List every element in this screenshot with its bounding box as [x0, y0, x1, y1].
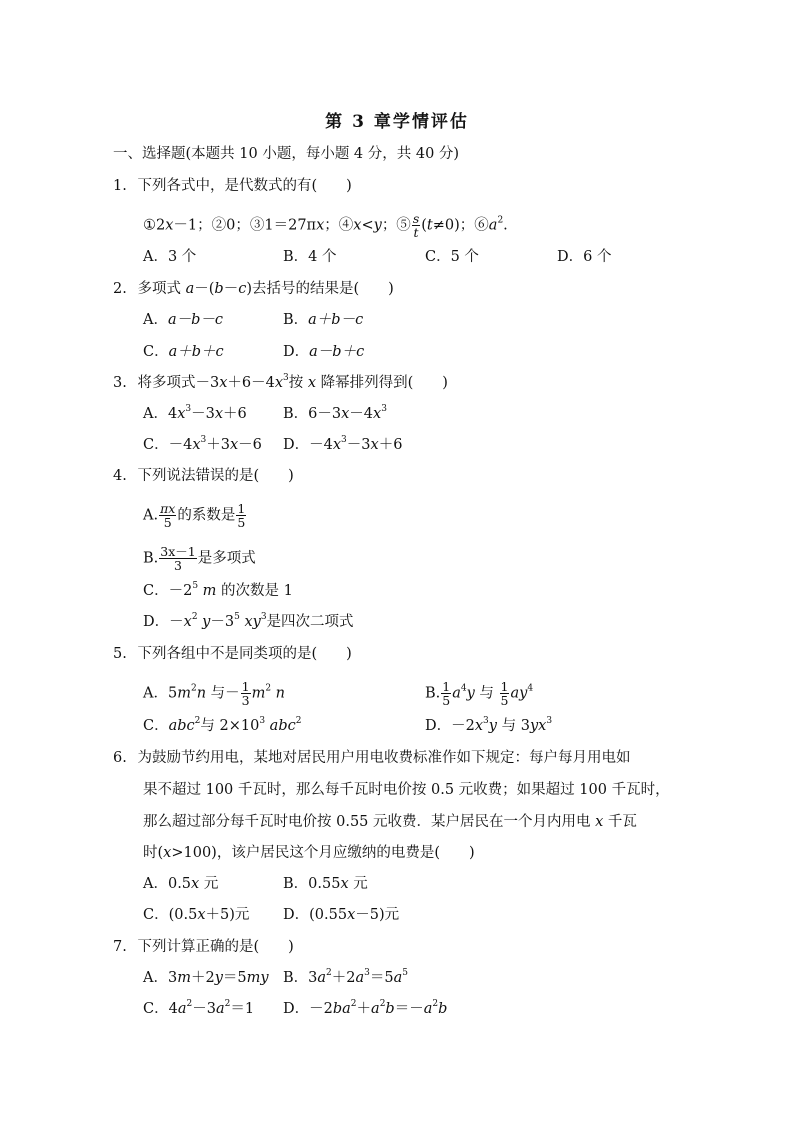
- option-b: B．4 个: [283, 249, 337, 265]
- question-6-line-4: 时(x>100)，该户居民这个月应缴纳的电费是( ): [143, 845, 475, 861]
- option-c: C．5 个: [425, 249, 479, 265]
- option-b: B．a＋b－c: [283, 312, 364, 328]
- option-b: B．$6-3x-4x^3$: [283, 404, 387, 422]
- option-c: C．$-2^5$ m 的次数是 1: [143, 581, 293, 599]
- question-7: 7. 下列计算正确的是( ): [113, 939, 294, 955]
- option-d: D．$-x^2$ $y-3^5$ $xy^3$是四次二项式: [143, 612, 354, 630]
- question-stem: 下列各式中，是代数式的有( ): [137, 178, 352, 194]
- option-d: D．a－b＋c: [283, 344, 365, 360]
- option-a: A．3m＋2y＝5my: [143, 970, 269, 986]
- option-a: A．$4x^3-3x+6$: [143, 404, 247, 422]
- fraction: $\frac{1}{5}$: [237, 501, 246, 530]
- option-d: D．$-4x^3-3x+6$: [283, 435, 403, 453]
- option-c: C．(0.5x＋5)元: [143, 907, 250, 923]
- question-6-line-3: 那么超过部分每千瓦时电价按 0.55 元收费．某户居民在一个月内用电 x 千瓦: [143, 814, 637, 830]
- option-c: C．$-4x^3+3x-6$: [143, 435, 262, 453]
- option-a: A. $\frac{\pi x}{5}$ 的系数是 $\frac{1}{5}$: [143, 501, 246, 530]
- fraction: $\frac{1}{5}$: [442, 679, 451, 708]
- option-c: C．a＋b＋c: [143, 344, 224, 360]
- option-a: A．$5m^2n$ 与－ $\frac{1}{3}$ $m^2$ n: [143, 679, 286, 708]
- option-a: A．a－b－c: [143, 312, 224, 328]
- question-1-items: ①2x－1；②0；③1＝27πx；④x<y；⑤ $\frac{s}{t}$ (t≠0)；$⑥a^2$.: [143, 211, 508, 240]
- question-6: 6. 为鼓励节约用电，某地对居民用户用电收费标准作如下规定：每户每月用电如: [113, 750, 631, 766]
- fraction: $\frac{s}{t}$: [412, 211, 420, 240]
- fraction: $\frac{3x-1}{3}$: [160, 544, 196, 573]
- option-b: B．$3a^2+2a^3=5a^5$: [283, 968, 409, 986]
- fraction: $\frac{1}{5}$: [500, 679, 509, 708]
- question-5: 5. 下列各组中不是同类项的是( ): [113, 646, 352, 662]
- question-6-line-2: 果不超过 100 千瓦时，那么每千瓦时电价按 0.5 元收费；如果超过 100 千瓦时，: [143, 782, 670, 798]
- question-4: 4. 下列说法错误的是( ): [113, 468, 294, 484]
- question-number: 1.: [113, 178, 127, 194]
- fraction: $\frac{1}{3}$: [241, 679, 250, 708]
- page-title: 第 3 章学情评估: [325, 112, 469, 132]
- option-d: D．(0.55x－5)元: [283, 907, 400, 923]
- fraction: $\frac{\pi x}{5}$: [160, 501, 176, 530]
- option-b: B. $\frac{1}{5}$ $a^4y$ 与 $\frac{1}{5}$ $ay^4$: [425, 679, 534, 708]
- option-b: B. $\frac{3x-1}{3}$ 是多项式: [143, 544, 256, 573]
- question-3: 3. 将多项式$-3x+6-4x^3$按 x 降幂排列得到( ): [113, 373, 448, 391]
- option-d: D．$-2x^3y$ 与 $3yx^3$: [425, 716, 553, 734]
- option-d: D．$-2ba^2+a^2b=-a^2b$: [283, 999, 448, 1017]
- option-c: C．abc$^2$与 $2\times 10^3$ abc$^2$: [143, 716, 302, 734]
- option-d: D．6 个: [557, 249, 612, 265]
- option-c: C．$4a^2-3a^2=1$: [143, 999, 255, 1017]
- option-a: A．0.5x 元: [143, 876, 219, 892]
- option-a: A．3 个: [143, 249, 197, 265]
- option-b: B．0.55x 元: [283, 876, 368, 892]
- section-heading: 一、选择题(本题共 10 小题，每小题 4 分，共 40 分): [113, 146, 460, 162]
- question-1: [113, 176, 352, 196]
- question-2: 2. 多项式 a－(b－c)去括号的结果是( ): [113, 281, 394, 297]
